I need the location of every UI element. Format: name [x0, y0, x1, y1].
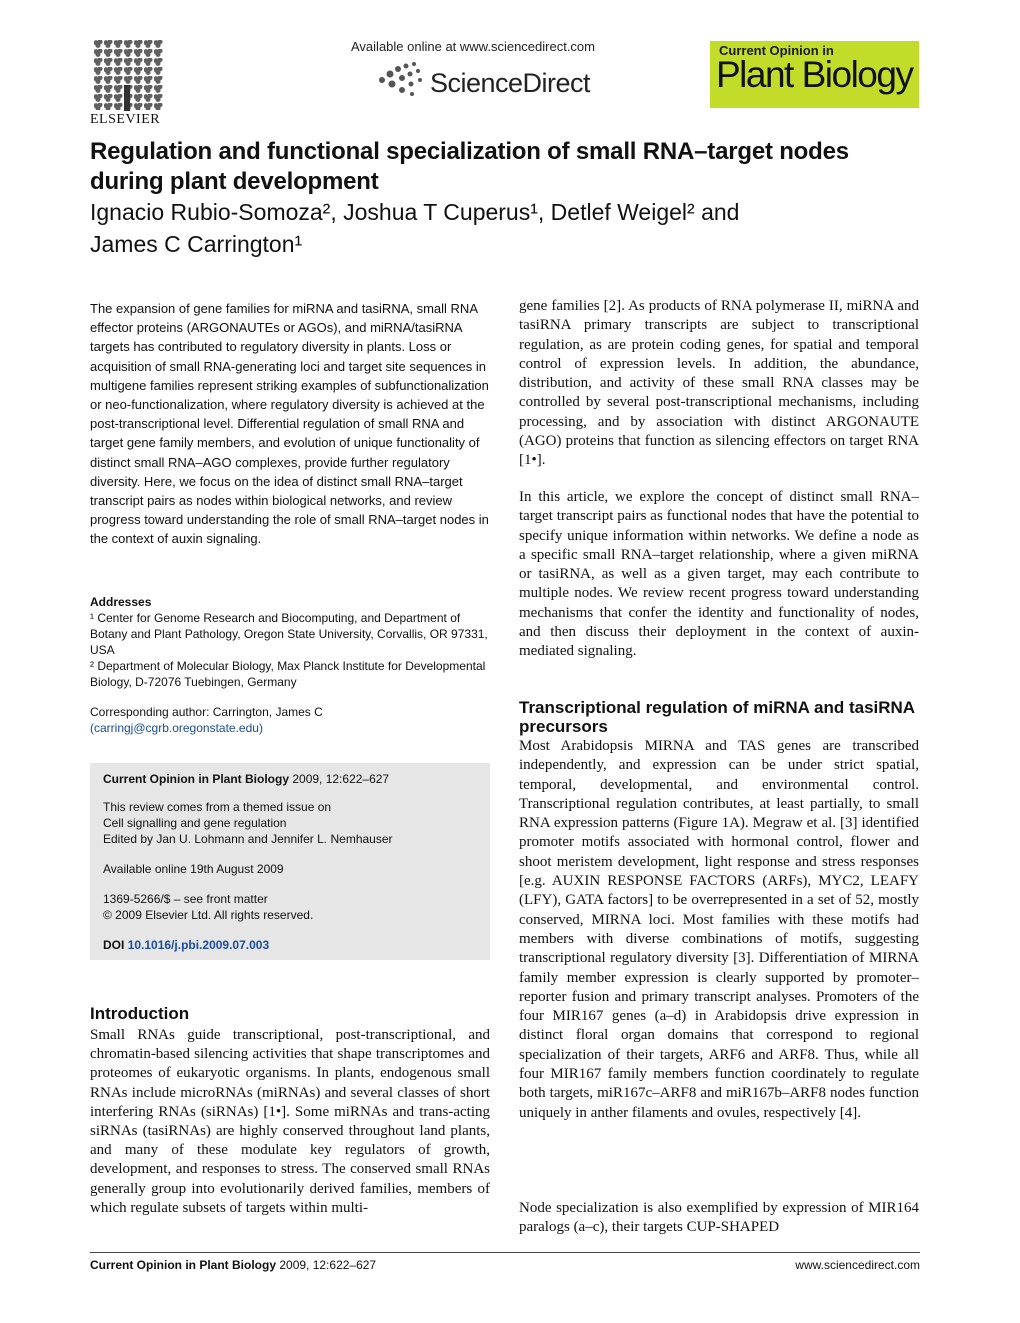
journal-logo-top: Current Opinion in: [719, 43, 834, 58]
doi-label: DOI: [103, 938, 125, 952]
sciencedirect-logo: [376, 58, 616, 102]
box-journal-name: Current Opinion in Plant Biology: [103, 772, 289, 786]
body-paragraph-2: In this article, we explore the concept of distinct small RNA–target transcript pairs as functional nodes that have the potential to specify unique information within networks. We define a node as a specific small RNA–target relationship, where a given miRNA or tasiRNA, as well as a given target, may each contribute to multiple nodes. We review recent progress toward understanding mechanisms that confer the identity and functionality of nodes, and then discuss their deployment in the context of auxin-mediated signaling.: [519, 489, 919, 660]
correspondence: [90, 704, 490, 736]
abstract: The expansion of gene families for miRNA and tasiRNA, small RNA effector proteins (ARGONAUTEs or AGOs), and miRNA/tasiRNA targets has contributed to regulatory diversity in plants. Loss or acquisition of small RNA-generating loci and target site sequences in multigene families represent striking examples of subfunctionalization or neo-functionalization, where regulatory diversity is achieved at the post-transcriptional level. Differential regulation of small RNA and target gene family members, and evolution of unique functionality of distinct small RNA–AGO complexes, provide further regulatory diversity. Here, we focus on the idea of distinct small RNA–target transcript pairs as nodes within biological networks, and review progress toward understanding the role of small RNA–target nodes in the context of auxin signaling.: [90, 301, 489, 547]
body-paragraph-3: Most Arabidopsis MIRNA and TAS genes are transcribed independently, and expression can be under strict spatial, temporal, developmental, and environmental control. Transcriptional regulation contributes, at least partially, to small RNA expression patterns (Figure 1A). Megraw et al. [3] identified promoter motifs associated with hormonal control, flower and shoot meristem development, light response and stress responses [e.g. AUXIN RESPONSE FACTORS (ARFs), MYC2, LEAFY (LFY), GATA factors] to be overrepresented in a set of 52, mostly conserved, MIRNA loci. Most families with these motifs had members with diverse combinations of motifs, suggesting transcriptional regulatory diversity [3]. Differentiation of MIRNA family member expression is clearly supported by promoter–reporter fusion and primary transcript analyses. Promoters of the four MIR167 genes (a–d) in Arabidopsis drive expression in distinct floral organ domains that correspond to regional specialization of their targets, ARF6 and ARF8. Thus, while all four MIR167 family members function coordinately to regulate both targets, miR167c–ARF8 and miR167b–ARF8 nodes function uniquely in anther filaments and ovules, respectively [4].: [519, 738, 919, 1121]
journal-logo: [710, 41, 919, 108]
box-available-date: Available online 19th August 2009: [103, 862, 284, 876]
box-copyright: © 2009 Elsevier Ltd. All rights reserved.: [103, 908, 314, 922]
author-line-2: James C Carrington¹: [90, 231, 303, 257]
author-email-link[interactable]: (carringj@cgrb.oregonstate.edu): [90, 721, 263, 735]
info-box: [90, 763, 490, 960]
addresses-heading: Addresses: [90, 595, 152, 609]
box-editors: Edited by Jan U. Lohmann and Jennifer L. Nemhauser: [103, 832, 393, 846]
address-2: ² Department of Molecular Biology, Max Planck Institute for Developmental Biology, D-72076 Tuebingen, Germany: [90, 659, 486, 689]
address-1: ¹ Center for Genome Research and Biocomputing, and Department of Botany and Plant Pathology, Oregon State University, Corvallis, OR 97331, USA: [90, 611, 488, 657]
journal-logo-title: Plant Biology: [716, 54, 913, 95]
body-paragraph-1: gene families [2]. As products of RNA polymerase II, miRNA and tasiRNA primary transcripts are subject to transcriptional regulation, as are protein coding genes, for spatial and temporal control of expression levels. In addition, the abundance, distribution, and activity of these small RNA classes may be controlled by several post-transcriptional mechanisms, including processing, and by association with distinct ARGONAUTE (AGO) proteins that function as silencing effectors on target RNA [1•].: [519, 298, 919, 469]
box-citation: [103, 771, 389, 787]
footer-url-link[interactable]: www.sciencedirect.com: [795, 1258, 920, 1272]
footer-journal: Current Opinion in Plant Biology: [90, 1258, 276, 1272]
author-list: [90, 196, 920, 260]
footer-divider: [90, 1252, 920, 1253]
box-citation-text: 2009, 12:622–627: [292, 772, 390, 786]
author-line-1: Ignacio Rubio-Somoza², Joshua T Cuperus¹, Detlef Weigel² and: [90, 199, 740, 225]
available-online-text: Available online at www.sciencedirect.com: [351, 39, 595, 54]
box-theme-line-1: This review comes from a themed issue on: [103, 800, 332, 814]
article-title: Regulation and functional specialization of small RNA–target nodes during plant development: [90, 138, 849, 195]
box-theme-line-2: Cell signalling and gene regulation: [103, 816, 287, 830]
body-paragraph-4: Node specialization is also exemplified by expression of MIR164 paralogs (a–c), their targets CUP-SHAPED: [519, 1200, 919, 1236]
publisher-name: ELSEVIER: [90, 112, 161, 127]
footer-citation-text: 2009, 12:622–627: [279, 1258, 377, 1272]
doi-link[interactable]: 10.1016/j.pbi.2009.07.003: [127, 938, 270, 952]
addresses: [90, 594, 490, 690]
box-issn: 1369-5266/$ – see front matter: [103, 892, 268, 906]
box-doi: [103, 937, 269, 953]
section-heading-transcriptional: Transcriptional regulation of miRNA and tasiRNA precursors: [519, 698, 915, 736]
elsevier-logo: [90, 40, 168, 130]
introduction-heading: Introduction: [90, 1004, 190, 1023]
introduction-text: Small RNAs guide transcriptional, post-transcriptional, and chromatin-based silencing activities that shape transcriptomes and proteomes of eukaryotic organisms. In plants, endogenous small RNAs include microRNAs (miRNAs) and several classes of short interfering RNAs (siRNAs) [1•]. Some miRNAs and trans-acting siRNAs (tasiRNAs) are highly conserved throughout land plants, and many of these modulate key regulators of growth, development, and responses to stress. The conserved small RNAs generally group into evolutionarily derived families, members of which regulate subsets of targets within multi-: [90, 1027, 490, 1216]
corresponding-author: Corresponding author: Carrington, James C: [90, 705, 323, 719]
sciencedirect-wordmark: ScienceDirect: [430, 68, 591, 98]
sciencedirect-dots-icon: [376, 60, 428, 100]
elsevier-trunk-icon: [124, 85, 130, 111]
footer-citation: [90, 1258, 376, 1272]
